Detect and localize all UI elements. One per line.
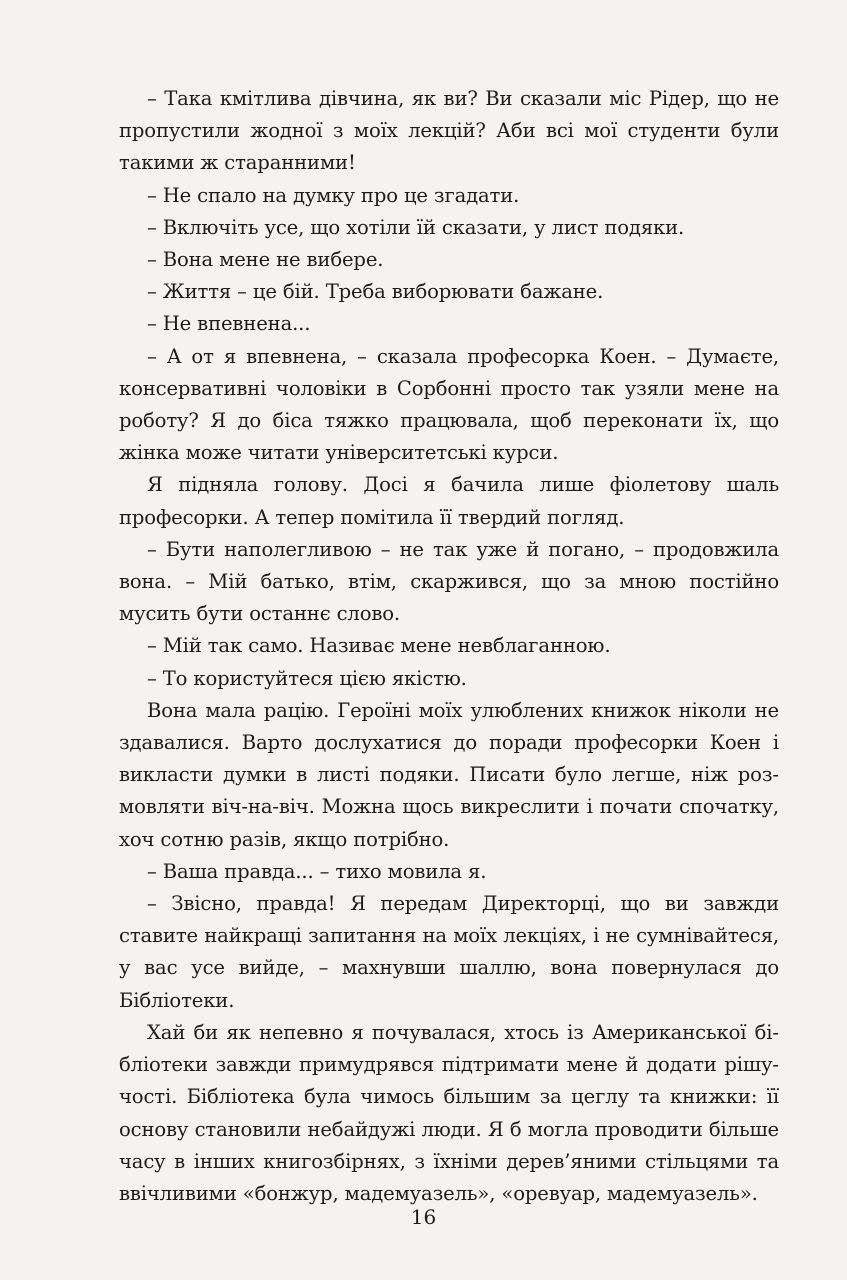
paragraph-9: – Бути наполегливою – не так уже й погано, – продовжила вона. – Мій батько, втім, скаржився, що за мною постійно мусить бути останнє слово. [119, 537, 779, 626]
paragraph-14: – Звісно, правда! Я передам Директорці, що ви завжди ставите найкращі запитання на моїх лекціях, і не сумнівайтеся, у вас усе вийде, – махнувши шаллю, вона повернулася до Бібліотеки. [119, 892, 779, 1012]
paragraph-12: Вона мала рацію. Героїні моїх улюблених книжок ніколи не здавалися. Варто дослухатися до поради професорки Коен і викласти думки в листі подяки. Писати було легше, ніж розмовляти віч-на-віч. Можна щось викреслити і почати спочатку, хоч сотню разів, якщо потрібно. [119, 698, 779, 851]
paragraph-11: – То користуйтеся цією якістю. [147, 666, 467, 690]
paragraph-10: – Мій так само. Називає мене невблаганною. [147, 634, 611, 658]
page-body [119, 83, 779, 1210]
paragraph-15: Хай би як непевно я почувалася, хтось із Американської бібліотеки завжди примудрявся підтримати мене й додати рішучості. Бібліотека була чимось більшим за цеглу та книжки: її основу становили небайдужі люди. Я б могла проводити більше часу в інших книгозбірнях, з їхніми дерев’яними стільцями та ввічливими «бонжур, мадемуазель», «оревуар, мадемуазель». [119, 1020, 779, 1205]
paragraph-1: – Така кмітлива дівчина, як ви? Ви сказали міс Рідер, що не пропустили жодної з моїх лекцій? Аби всі мої студенти були такими ж старанними! [119, 87, 779, 175]
page-number: 16 [410, 1205, 437, 1229]
paragraph-2: – Не спало на думку про це згадати. [147, 183, 520, 207]
paragraph-8: Я підняла голову. Досі я бачила лише фіолетову шаль професорки. А тепер помітила її твердий погляд. [119, 473, 779, 529]
paragraph-3: – Включіть усе, що хотіли їй сказати, у лист подяки. [147, 215, 685, 239]
paragraph-13: – Ваша правда... – тихо мовила я. [147, 859, 487, 883]
paragraph-6: – Не впевнена... [147, 312, 311, 336]
paragraph-7: – А от я впевнена, – сказала професорка Коен. – Думаєте, консервативні чоловіки в Сорбонні просто так узяли мене на роботу? Я до біса тяжко працювала, щоб переконати їх, що жінка може читати університетські курси. [119, 344, 779, 465]
paragraph-5: – Життя – це бій. Треба виборювати бажане. [147, 280, 604, 304]
paragraph-4: – Вона мене не вибере. [147, 248, 384, 272]
